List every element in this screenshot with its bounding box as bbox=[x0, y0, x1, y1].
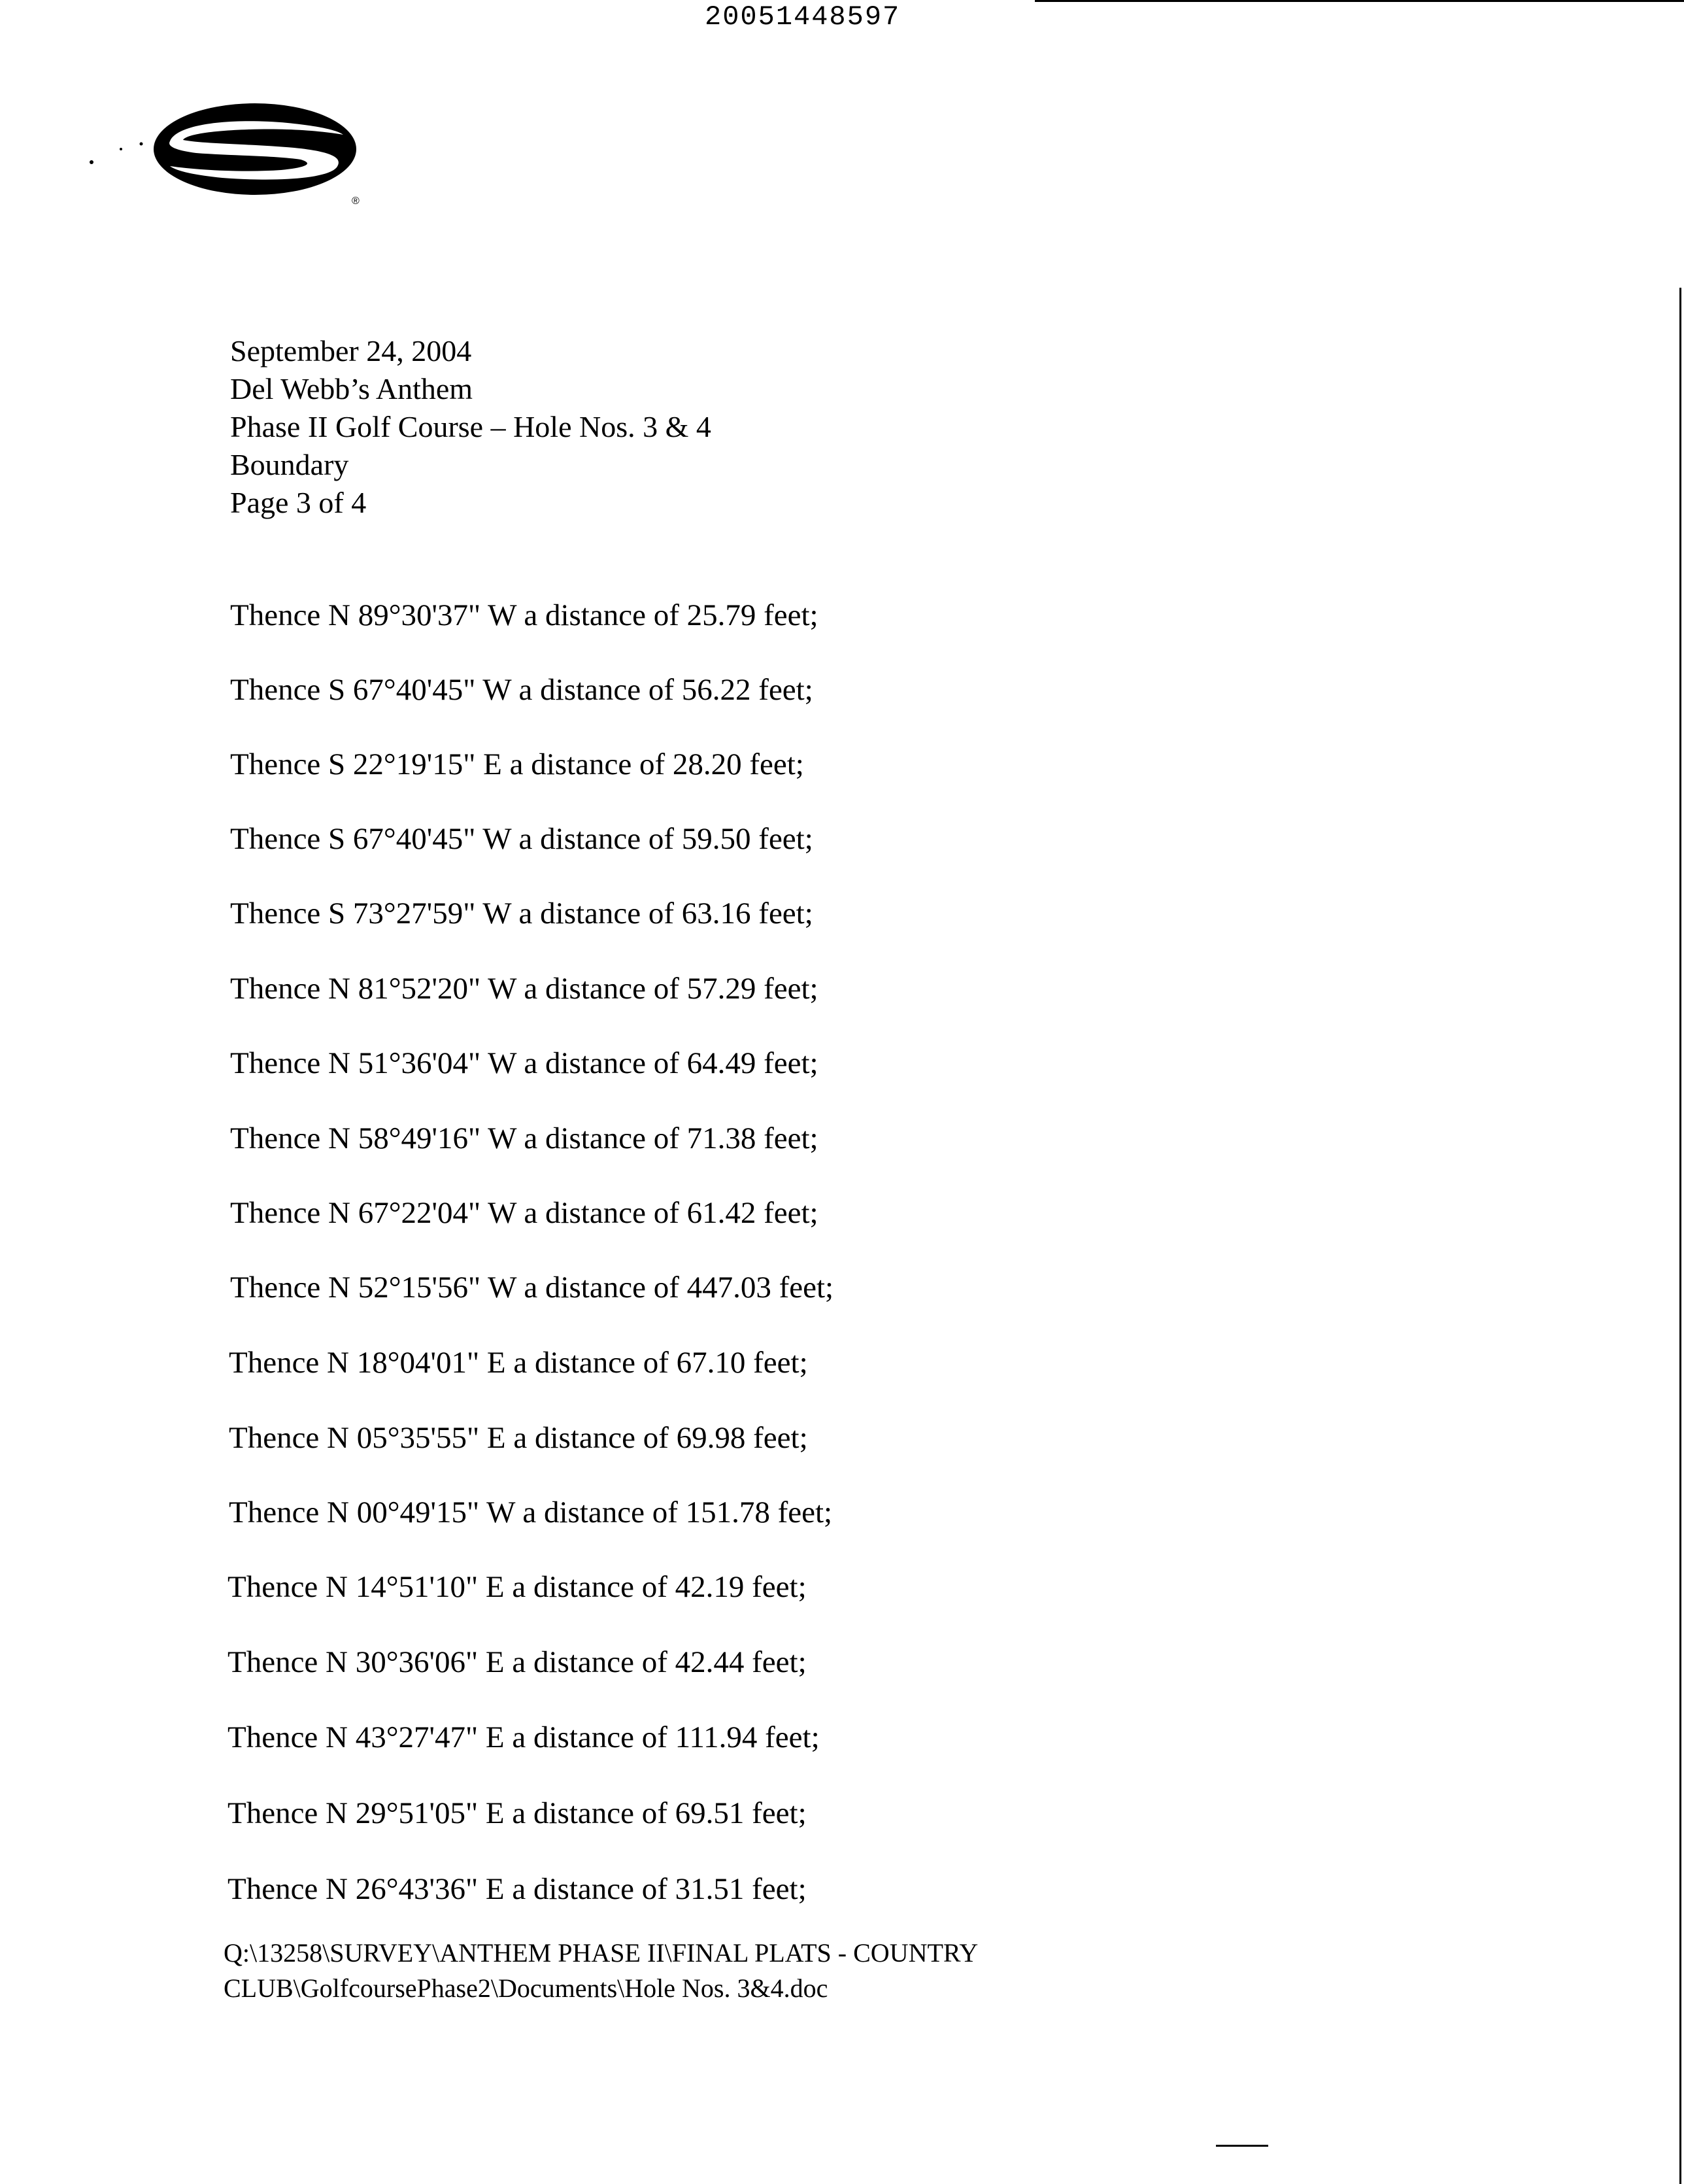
course-line: Thence N 30°36'06" E a distance of 42.44 feet; bbox=[227, 1645, 807, 1679]
bottom-scan-mark bbox=[1216, 2145, 1268, 2147]
course-line: Thence N 52°15'56" W a distance of 447.03 feet; bbox=[230, 1271, 834, 1305]
header-subject: Phase II Golf Course – Hole Nos. 3 & 4 bbox=[230, 410, 711, 443]
document-number: 20051448597 bbox=[705, 1, 901, 33]
top-rule-line bbox=[1035, 0, 1684, 2]
course-line: Thence N 58°49'16" W a distance of 71.38 feet; bbox=[230, 1121, 818, 1155]
file-path-line: CLUB\GolfcoursePhase2\Documents\Hole Nos. 3&4.doc bbox=[224, 1973, 828, 2003]
course-line: Thence S 67°40'45" W a distance of 59.50 feet; bbox=[230, 822, 813, 856]
course-line: Thence N 67°22'04" W a distance of 61.42 feet; bbox=[230, 1196, 818, 1230]
course-line: Thence S 22°19'15" E a distance of 28.20 feet; bbox=[230, 747, 804, 781]
header-date: September 24, 2004 bbox=[230, 334, 472, 367]
file-path-line: Q:\13258\SURVEY\ANTHEM PHASE II\FINAL PLATS - COUNTRY bbox=[224, 1938, 979, 1968]
course-line: Thence N 05°35'55" E a distance of 69.98 feet; bbox=[229, 1421, 808, 1455]
file-path-footer bbox=[224, 1936, 978, 2006]
course-line: Thence N 18°04'01" E a distance of 67.10 feet; bbox=[229, 1346, 808, 1380]
course-line: Thence N 51°36'04" W a distance of 64.49 feet; bbox=[230, 1046, 818, 1080]
right-edge-line bbox=[1679, 288, 1681, 2184]
course-line: Thence N 00°49'15" W a distance of 151.78 feet; bbox=[229, 1495, 833, 1529]
course-line: Thence S 67°40'45" W a distance of 56.22 feet; bbox=[230, 673, 813, 707]
header-type: Boundary bbox=[230, 448, 349, 481]
document-header bbox=[230, 332, 711, 522]
header-page: Page 3 of 4 bbox=[230, 486, 367, 519]
course-line: Thence S 73°27'59" W a distance of 63.16 feet; bbox=[230, 896, 813, 930]
company-s-logo-icon bbox=[78, 98, 366, 209]
course-line: Thence N 26°43'36" E a distance of 31.51 feet; bbox=[227, 1872, 807, 1906]
registered-mark: ® bbox=[352, 196, 360, 207]
course-line: Thence N 89°30'37" W a distance of 25.79 feet; bbox=[230, 598, 818, 632]
course-line: Thence N 81°52'20" W a distance of 57.29 feet; bbox=[230, 972, 818, 1006]
course-line: Thence N 43°27'47" E a distance of 111.94 feet; bbox=[227, 1720, 820, 1754]
course-line: Thence N 29°51'05" E a distance of 69.51 feet; bbox=[227, 1796, 807, 1830]
header-project: Del Webb’s Anthem bbox=[230, 372, 473, 405]
course-line: Thence N 14°51'10" E a distance of 42.19 feet; bbox=[227, 1570, 807, 1604]
